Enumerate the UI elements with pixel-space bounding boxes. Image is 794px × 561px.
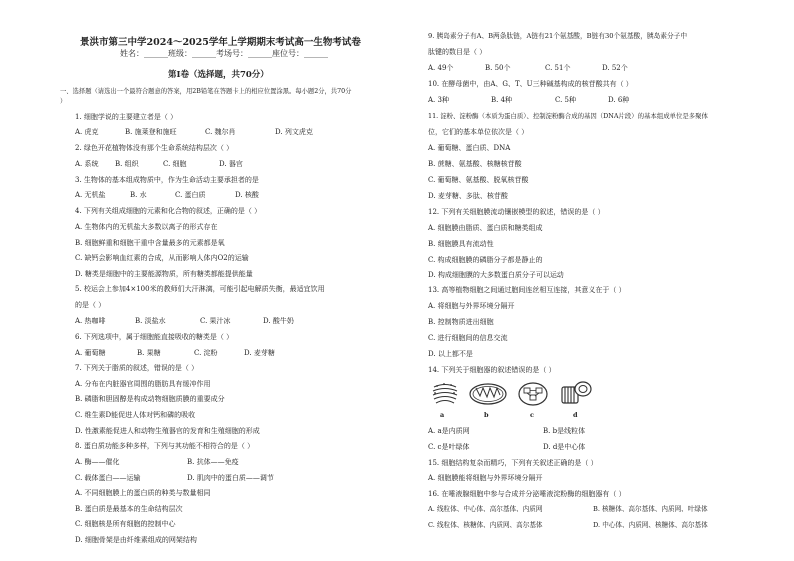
q10-option-c[interactable]: C. 5种 xyxy=(555,96,577,104)
q13-option-a[interactable]: A. 将细胞与外界环境分隔开 xyxy=(428,302,515,310)
q1-options xyxy=(75,128,313,137)
q5-stem-cont: 的是（ ） xyxy=(75,301,106,309)
q9-stem: 9. 胰岛素分子有A、B两条肽链，A链有21个氨基酸，B链有30个氨基酸，胰岛素分子中 xyxy=(428,32,688,40)
q6-option-b[interactable]: B. 果糖 xyxy=(137,349,161,357)
q8-extra-option-c[interactable]: C. 细胞核是所有细胞的控制中心 xyxy=(75,520,176,528)
q12-stem: 12. 下列有关细胞膜流动镶嵌模型的叙述，错误的是（ ） xyxy=(428,208,605,216)
q9-option-b[interactable]: B. 50个 xyxy=(485,64,511,72)
q8-options-row2 xyxy=(75,474,274,483)
q16-stem: 16. 在唾液腺细胞中参与合成并分泌唾液淀粉酶的细胞器有（ ） xyxy=(428,490,626,498)
q7-option-a[interactable]: A. 分布在内脏器官周围的脂肪具有缓冲作用 xyxy=(75,380,211,388)
q4-option-b[interactable]: B. 细胞鲜重和细胞干重中含量最多的元素都是氧 xyxy=(75,239,225,247)
q2-options xyxy=(75,160,243,169)
q13-option-b[interactable]: B. 控制物质进出细胞 xyxy=(428,318,494,326)
figure-label-c: c xyxy=(530,411,534,419)
q13-option-c[interactable]: C. 进行细胞间的信息交流 xyxy=(428,334,508,342)
q14-stem: 14. 下列关于细胞器的叙述错误的是（ ） xyxy=(428,366,556,374)
student-info-line: 姓名：______班级：______考场号：______座位号：______ xyxy=(120,49,328,58)
q4-stem: 4. 下列有关组成细胞的元素和化合物的叙述，正确的是（ ） xyxy=(75,207,262,215)
section-title: 第Ⅰ卷（选择题，共70分） xyxy=(168,70,269,80)
q12-option-d[interactable]: D. 构成细胞膜的大多数蛋白质分子可以运动 xyxy=(428,271,564,279)
q6-option-c[interactable]: C. 淀粉 xyxy=(194,349,218,357)
q15-option-a[interactable]: A. 细胞膜能将细胞与外界环境分隔开 xyxy=(428,474,543,482)
q2-option-c[interactable]: C. 细胞 xyxy=(163,160,187,168)
exam-title: 景洪市第三中学2024～2025学年上学期期末考试高一生物考试卷 xyxy=(80,37,361,48)
q2-option-d[interactable]: D. 器官 xyxy=(219,160,243,168)
q11-option-c[interactable]: C. 葡萄糖、氨基酸、脱氧核苷酸 xyxy=(428,176,529,184)
q2-stem: 2. 绿色开花植物体没有那个生命系统结构层次（ ） xyxy=(75,144,234,152)
q15-stem: 15. 细胞结构复杂而精巧，下列有关叙述正确的是（ ） xyxy=(428,459,598,467)
q5-stem: 5. 校运会上参加4×100米的教师们大汗淋漓，可能引起电解质失衡，最适宜饮用 xyxy=(75,285,325,293)
q10-option-d[interactable]: D. 6种 xyxy=(608,96,630,104)
q9-option-c[interactable]: C. 51个 xyxy=(545,64,571,72)
q10-stem: 10. 在酵母菌中，由A、G、T、U三种碱基构成的核苷酸共有（ ） xyxy=(428,80,633,88)
q3-option-c[interactable]: C. 蛋白质 xyxy=(175,191,206,199)
q3-option-d[interactable]: D. 核酸 xyxy=(235,191,259,199)
q9-option-d[interactable]: D. 52个 xyxy=(602,64,628,72)
q5-option-c[interactable]: C. 果汁冰 xyxy=(200,317,231,325)
q16-option-c[interactable]: C. 线粒体、核糖体、内质网、高尔基体 xyxy=(428,521,543,529)
q6-options xyxy=(75,349,275,358)
q8-extra-option-a[interactable]: A. 不同细胞膜上的蛋白质的种类与数量相同 xyxy=(75,489,211,497)
q11-stem-cont: 位，它们的基本单位依次是（ ） xyxy=(428,128,529,136)
q5-option-a[interactable]: A. 热咖啡 xyxy=(75,317,106,325)
q7-option-b[interactable]: B. 磷脂和胆固醇是构成动物细胞质膜的重要成分 xyxy=(75,395,225,403)
q8-extra-option-b[interactable]: B. 蛋白质是最基本的生命结构层次 xyxy=(75,505,183,513)
q6-option-d[interactable]: D. 麦芽糖 xyxy=(244,349,275,357)
q11-option-b[interactable]: B. 蔗糖、氨基酸、核糖核苷酸 xyxy=(428,160,522,168)
q16-option-a[interactable]: A. 线粒体、中心体、高尔基体、内质网 xyxy=(428,505,543,513)
q1-stem: 1. 细胞学说的主要建立者是（ ） xyxy=(75,113,178,121)
q8-extra-option-d[interactable]: D. 细胞骨架是由纤维素组成的网架结构 xyxy=(75,536,197,544)
q9-option-a[interactable]: A. 49个 xyxy=(428,64,454,72)
q12-option-b[interactable]: B. 细胞膜具有流动性 xyxy=(428,240,494,248)
q12-option-a[interactable]: A. 细胞膜由脂质、蛋白质和糖类组成 xyxy=(428,224,543,232)
q3-stem: 3. 生物体的基本组成物质中，作为生命活动主要承担者的是 xyxy=(75,176,259,184)
q14-options-row1 xyxy=(428,427,585,436)
q14-option-c[interactable]: C. c是叶绿体 xyxy=(428,443,470,451)
q5-options xyxy=(75,317,294,326)
q7-stem: 7. 下列关于脂质的叙述，错误的是（ ） xyxy=(75,364,199,372)
q8-option-c[interactable]: C. 载体蛋白——运输 xyxy=(75,474,141,482)
q3-option-a[interactable]: A. 无机盐 xyxy=(75,191,106,199)
centriole-illustration xyxy=(559,379,593,407)
q16-options-row1 xyxy=(428,505,708,514)
q8-options-row1 xyxy=(75,458,239,467)
q10-option-b[interactable]: B. 4种 xyxy=(491,96,513,104)
q4-option-c[interactable]: C. 缺钙会影响血红素的合成，从而影响人体内O2的运输 xyxy=(75,254,249,262)
q9-stem-cont: 肽键的数目是（ ） xyxy=(428,48,487,56)
mitochondrion-illustration xyxy=(468,382,508,406)
q16-options-row2 xyxy=(428,521,708,530)
q8-option-a[interactable]: A. 酶——催化 xyxy=(75,458,120,466)
section-instruction-cont: ） xyxy=(60,98,67,105)
q14-option-b[interactable]: B. b是线粒体 xyxy=(543,427,586,435)
q14-option-a[interactable]: A. a是内质网 xyxy=(428,427,470,435)
q13-option-d[interactable]: D. 以上都不是 xyxy=(428,350,473,358)
q11-option-d[interactable]: D. 麦芽糖、多肽、核苷酸 xyxy=(428,192,508,200)
section-instruction: 一、选择题（请选出一个最符合题意的答案，用2B铅笔在答题卡上的相应位置涂黑。每小题2分，共70分 xyxy=(60,88,352,95)
q8-stem: 8. 蛋白质功能多种多样，下列与其功能不相符合的是（ ） xyxy=(75,442,255,450)
q14-options-row2 xyxy=(428,443,585,452)
q2-option-b[interactable]: B. 组织 xyxy=(115,160,139,168)
q8-option-b[interactable]: B. 抗体——免疫 xyxy=(187,458,239,466)
q9-options xyxy=(428,64,628,73)
q5-option-b[interactable]: B. 淡盐水 xyxy=(135,317,166,325)
q12-option-c[interactable]: C. 构成细胞膜的磷脂分子都是静止的 xyxy=(428,256,543,264)
q5-option-d[interactable]: D. 酸牛奶 xyxy=(263,317,294,325)
q16-option-d[interactable]: D. 中心体、内质网、核糖体、高尔基体 xyxy=(593,521,708,529)
figure-label-a: a xyxy=(440,411,445,419)
q7-option-d[interactable]: D. 性激素能促进人和动物生殖器官的发育和生殖细胞的形成 xyxy=(75,427,260,435)
q10-options xyxy=(428,96,629,105)
q4-option-a[interactable]: A. 生物体内的无机盐大多数以离子的形式存在 xyxy=(75,223,218,231)
q14-option-d[interactable]: D. d是中心体 xyxy=(543,443,586,451)
q3-options xyxy=(75,191,259,200)
q10-option-a[interactable]: A. 3种 xyxy=(428,96,449,104)
q1-option-d[interactable]: D. 列文虎克 xyxy=(275,128,313,136)
figure-label-b: b xyxy=(484,411,489,419)
figure-label-d: d xyxy=(573,411,578,419)
q7-option-c[interactable]: C. 维生素D能促进人体对钙和磷的吸收 xyxy=(75,411,196,419)
q13-stem: 13. 高等植物细胞之间通过胞间连丝相互连接，其意义在于（ ） xyxy=(428,286,626,294)
q8-option-d[interactable]: D. 肌肉中的蛋白质——调节 xyxy=(187,474,274,482)
q2-option-a[interactable]: A. 系统 xyxy=(75,160,99,168)
q1-option-c[interactable]: C. 魏尔肖 xyxy=(205,128,236,136)
er-illustration xyxy=(430,381,460,407)
q3-option-b[interactable]: B. 水 xyxy=(130,191,147,199)
q11-option-a[interactable]: A. 葡萄糖、蛋白质、DNA xyxy=(428,144,511,152)
q11-stem: 11. 淀粉、淀粉酶（本质为蛋白质）、控制淀粉酶合成的基因（DNA片段）的基本组成单位是多聚体 xyxy=(428,112,708,120)
chloroplast-illustration xyxy=(517,381,549,407)
q1-option-a[interactable]: A. 虎克 xyxy=(75,128,99,136)
q4-option-d[interactable]: D. 糖类是细胞中的主要能源物质，所有糖类都能提供能量 xyxy=(75,270,253,278)
q1-option-b[interactable]: B. 施莱登和施旺 xyxy=(125,128,177,136)
q16-option-b[interactable]: B. 核糖体、高尔基体、内质网、叶绿体 xyxy=(593,505,708,513)
q6-option-a[interactable]: A. 葡萄糖 xyxy=(75,349,106,357)
q6-stem: 6. 下列选项中，属于细胞能直接吸收的糖类是（ ） xyxy=(75,333,234,341)
